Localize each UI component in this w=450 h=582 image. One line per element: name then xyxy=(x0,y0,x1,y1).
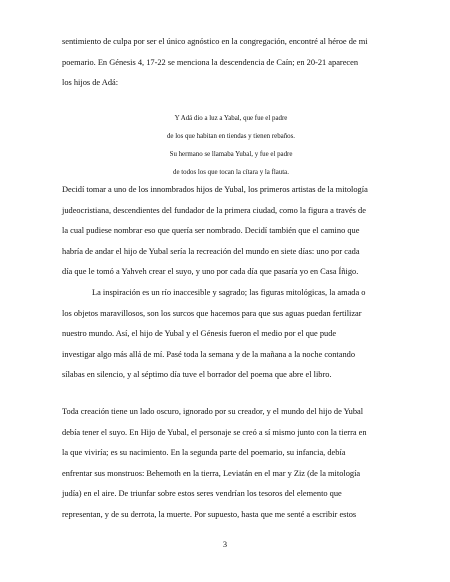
quote-line: de todos los que tocan la cítara y la flauta. xyxy=(173,169,289,176)
text-line: sentimiento de culpa por ser el único agnóstico en la congregación, encontré al héroe de mi xyxy=(62,37,368,46)
text-line: los hijos de Adá: xyxy=(62,78,119,87)
text-line: nuestro mundo. Así, el hijo de Yubal y el Génesis fueron el medio por el que pude xyxy=(62,329,337,338)
paragraph-3 xyxy=(62,283,400,386)
page-number: 3 xyxy=(222,540,228,549)
paragraph-4 xyxy=(62,402,400,525)
text-line: Toda creación tiene un lado oscuro, ignorado por su creador, y el mundo del hijo de Yubal xyxy=(62,407,364,416)
text-line: sílabas en silencio, y al séptimo día tuve el borrador del poema que abre el libro. xyxy=(62,370,332,379)
text-line: representan, y de su derrota, la muerte. Por supuesto, hasta que me senté a escribir estos xyxy=(62,509,357,519)
text-line: judeocristiana, descendientes del fundador de la primera ciudad, como la figura a través de xyxy=(62,205,366,215)
text-line: investigar algo más allá de mí. Pasé toda la semana y de la mañana a la noche contando xyxy=(62,349,356,359)
text-line: enfrentar sus monstruos: Behemoth en la tierra, Leviatán en el mar y Ziz (de la mitología xyxy=(62,468,361,478)
text-line: La inspiración es un río inaccesible y sagrado; las figuras mitológicas, la amada o xyxy=(92,288,366,297)
text-line: la cual pudiese nombrar eso que quería ser nombrado. Decidí también que el camino que xyxy=(62,226,360,235)
paragraph-1 xyxy=(62,32,400,94)
text-line: poemario. En Génesis 4, 17-22 se menciona la descendencia de Caín; en 20-21 aparecen xyxy=(62,57,359,67)
paragraph-2 xyxy=(62,180,400,283)
text-line: la que viviría; es su nacimiento. En la segunda parte del poemario, su infancia, debía xyxy=(62,448,346,457)
quote-line: Y Adá dio a luz a Yabal, que fue el padre xyxy=(174,115,288,122)
text-line: día que le tomó a Yahveh crear el suyo, y uno por cada día que pasaría yo en Casa Íñigo. xyxy=(62,267,359,276)
scripture-quote xyxy=(62,110,400,182)
text-line: debía tener el suyo. En Hijo de Yubal, el personaje se creó a sí mismo junto con la tierra en xyxy=(62,427,367,437)
text-line: judía) en el aire. De triunfar sobre estos seres vendrían los tesoros del elemento que xyxy=(62,489,342,498)
text-line: habría de andar el hijo de Yubal sería la recreación del mundo en siete días: uno por cada xyxy=(62,246,360,256)
text-line: Decidí tomar a uno de los innombrados hijos de Yubal, los primeros artistas de la mitología xyxy=(62,185,368,194)
text-line: los objetos maravillosos, son los surcos que hacemos para que sus aguas puedan fertilizar xyxy=(62,308,362,318)
quote-line: Su hermano se llamaba Yubal, y fue el padre xyxy=(169,151,293,158)
quote-line: de los que habitan en tiendas y tienen rebaños. xyxy=(166,133,295,140)
